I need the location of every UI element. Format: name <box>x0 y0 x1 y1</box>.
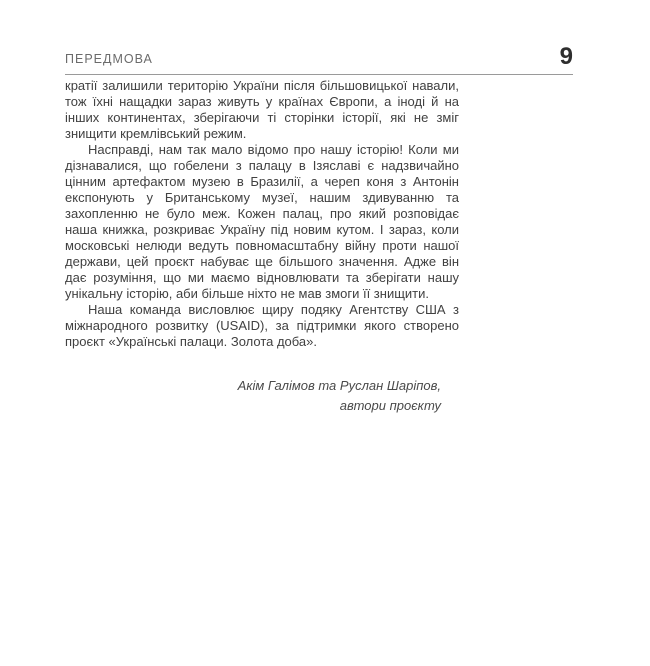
chapter-title: ПЕРЕДМОВА <box>65 52 153 67</box>
body-paragraph-2: Насправді, нам так мало відомо про нашу історію! Коли ми дізнавалися, що гобелени з палацу в Ізяславі є надзвичайно цінним артефактом музею в Бразилії, а череп коня з Антонін експонують у Британському музеї, нашим здивуванню та захопленню не було меж. Кожен палац, про який розповідає наша книжка, розкриває Україну під новим кутом. І зараз, коли московські нелюди ведуть повномасштабну війну проти нашої держави, цей проєкт набуває ще більшого значення. Адже він дає розуміння, що ми маємо відновлювати та зберігати нашу унікальну історію, аби більше ніхто не мав змоги її знищити. <box>65 142 459 301</box>
body-paragraph-3: Наша команда висловлює щиру подяку Агентству США з міжнародного розвитку (USAID), за підтримки якого створено проєкт «Українські палаци. Золота доба». <box>65 302 459 349</box>
body-paragraph-1: кратії залишили територію України після більшовицької навали, тож їхні нащадки зараз живуть у країнах Європи, а іноді й на інших континентах, зберігаючи ті сторінки історії, які не зміг знищити кремлівський режим. <box>65 78 459 141</box>
page-number: 9 <box>559 43 573 70</box>
signature-role: автори проєкту <box>339 398 441 413</box>
signature-authors: Акім Галімов та Руслан Шаріпов, <box>237 378 441 393</box>
signature-block <box>65 376 459 416</box>
header-rule <box>65 74 573 75</box>
page-header <box>65 43 573 70</box>
body-text <box>65 78 459 416</box>
